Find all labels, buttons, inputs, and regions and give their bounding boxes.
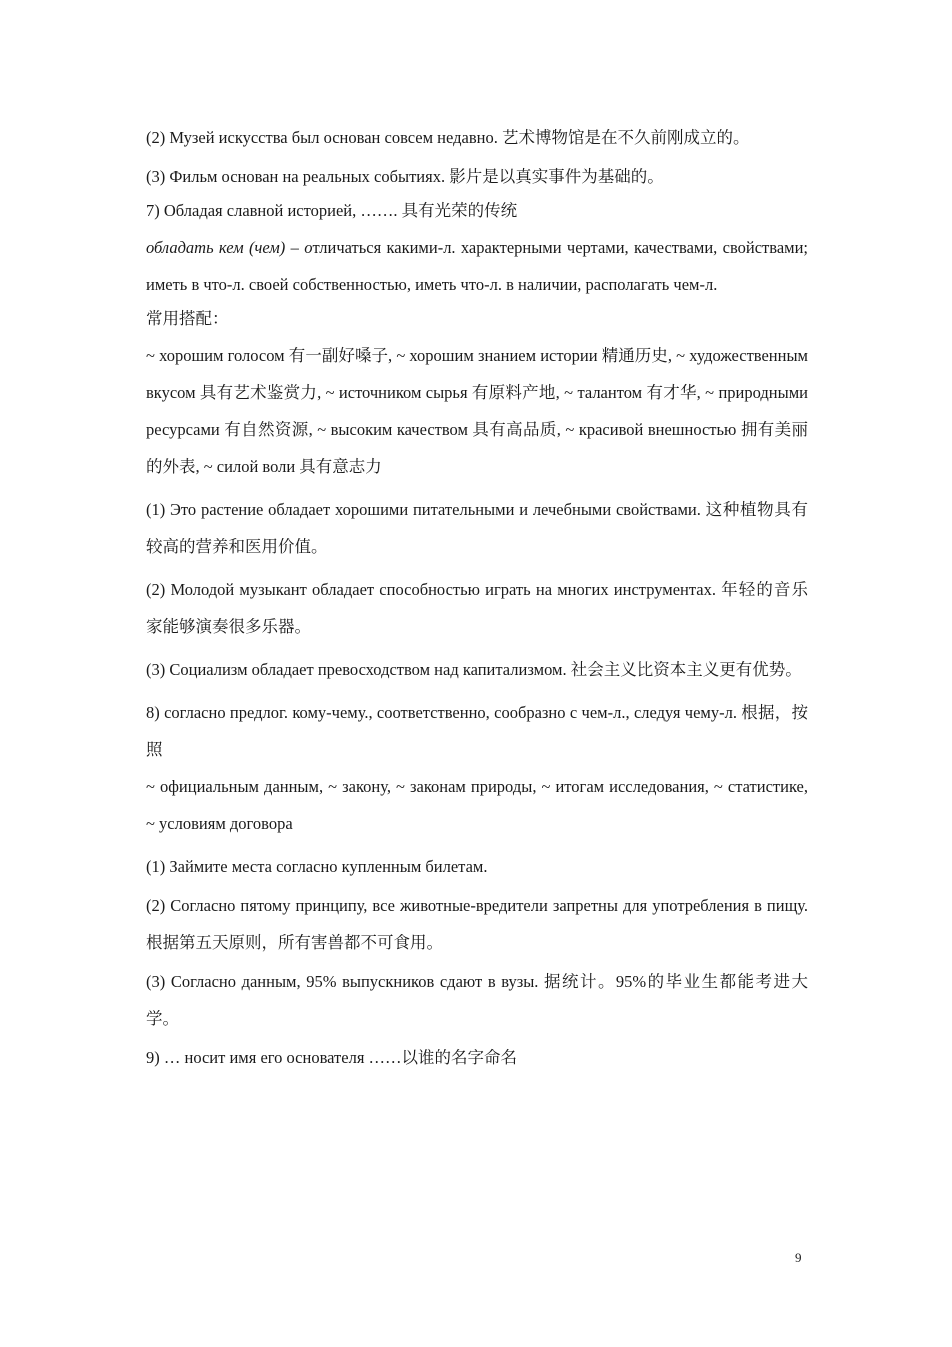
- item-9-heading: 9) … носит имя его основателя ……以谁的名字命名: [146, 1048, 518, 1067]
- document-body: [146, 119, 808, 1076]
- example-7-2: (2) Молодой музыкант обладает способностью играть на многих инструментах. 年轻的音乐家能够演奏很多乐器。: [146, 580, 808, 636]
- item-8-heading: 8) согласно предлог. кому-чему., соответственно, сообразно с чем-л., следуя чему-л. 根据，按照: [146, 703, 808, 759]
- item-7-heading: 7) Обладая славной историей, ……. 具有光荣的传统: [146, 201, 518, 220]
- paragraph-museum: (2) Музей искусства был основан совсем недавно. 艺术博物馆是在不久前刚成立的。: [146, 128, 750, 147]
- definition-text: тличаться какими-л. характерными чертами, качествами, свойствами; иметь в что-л. своей собственностью, иметь что-л. в наличии, располагать чем-л.: [146, 238, 808, 294]
- definition-term: обладать кем (чем) – о: [146, 238, 313, 257]
- example-8-2: (2) Согласно пятому принципу, все животные-вредители запретны для употребления в пищу. 根据第五天原则，所有害兽都不可食用。: [146, 896, 808, 952]
- paragraph-film: (3) Фильм основан на реальных событиях. 影片是以真实事件为基础的。: [146, 167, 664, 186]
- collocations-heading: 常用搭配：: [146, 309, 229, 328]
- collocations-obladat: ~ хорошим голосом 有一副好嗓子, ~ хорошим знанием истории 精通历史, ~ художественным вкусом 具有艺术鉴赏力, ~ источником сырья 有原料产地, ~ талантом 有才华, ~ природными ресурсами 有自然资源, ~ высоким качеством 具有高品质, ~ красивой внешностью 拥有美丽的外表, ~ силой воли 具有意志力: [146, 346, 808, 476]
- item-8-collocations: ~ официальным данным, ~ закону, ~ законам природы, ~ итогам исследования, ~ статистике, ~ условиям договора: [146, 777, 808, 833]
- example-8-1: (1) Займите места согласно купленным билетам.: [146, 857, 488, 876]
- example-7-3: (3) Социализм обладает превосходством над капитализмом. 社会主义比资本主义更有优势。: [146, 660, 802, 679]
- example-8-3: (3) Согласно данным, 95% выпускников сдают в вузы. 据统计。95%的毕业生都能考进大学。: [146, 972, 808, 1028]
- example-7-1: (1) Это растение обладает хорошими питательными и лечебными свойствами. 这种植物具有较高的营养和医用价值。: [146, 500, 808, 556]
- page-number: 9: [795, 1250, 802, 1265]
- definition-obladat: [146, 229, 808, 303]
